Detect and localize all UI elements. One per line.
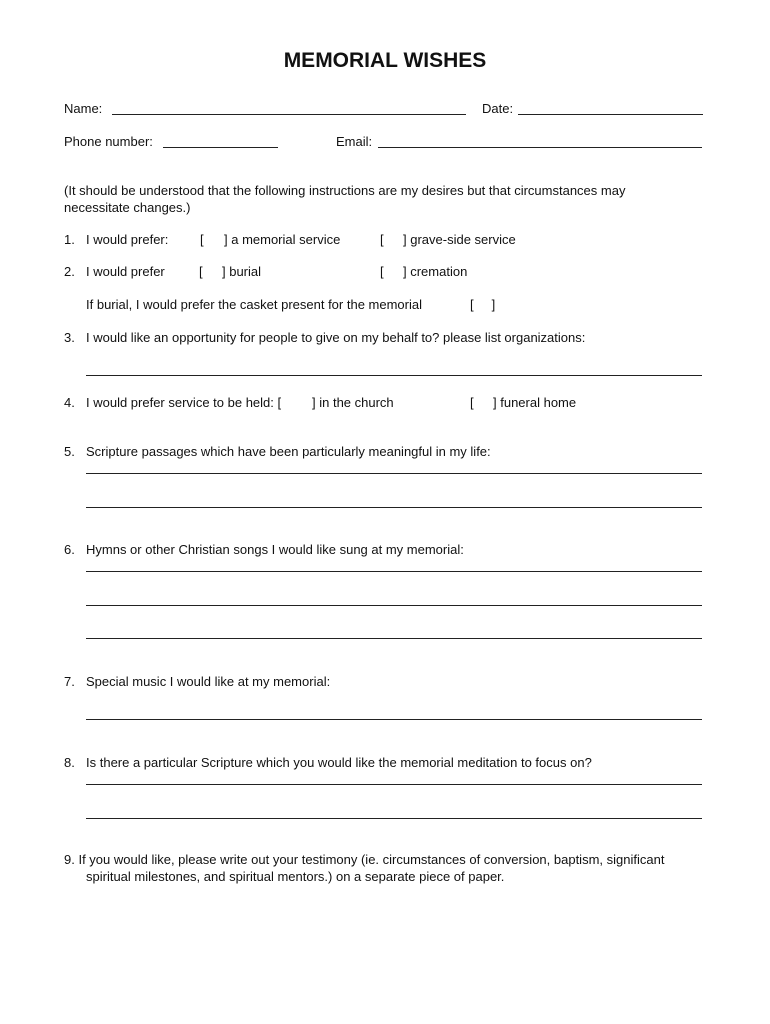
q4-option-funeral-home: ] funeral home [493, 395, 577, 410]
q4-checkbox-funeral-home[interactable]: [ [470, 395, 474, 410]
q6-answer-line[interactable] [86, 638, 702, 639]
email-label: Email: [336, 134, 373, 149]
q1-checkbox-memorial[interactable]: [ [200, 232, 204, 247]
q6-number: 6. [64, 542, 75, 557]
date-label: Date: [482, 101, 514, 116]
q3-number: 3. [64, 330, 75, 345]
q2-casket-checkbox[interactable]: [ ] [470, 297, 496, 312]
page-title: MEMORIAL WISHES [283, 49, 487, 72]
phone-field[interactable] [163, 147, 278, 148]
q2-text: I would prefer [86, 264, 165, 279]
q9-text-line1: 9. If you would like, please write out your testimony (ie. circumstances of conversion, baptism, significant [64, 852, 665, 867]
q6-text: Hymns or other Christian songs I would like sung at my memorial: [86, 542, 464, 557]
q6-answer-line[interactable] [86, 605, 702, 606]
q8-text: Is there a particular Scripture which you would like the memorial meditation to focus on? [86, 755, 592, 770]
q2-option-cremation: ] cremation [403, 264, 468, 279]
q4-number: 4. [64, 395, 75, 410]
q7-text: Special music I would like at my memorial: [86, 674, 331, 689]
q2-option-burial: ] burial [222, 264, 262, 279]
q2-number: 2. [64, 264, 75, 279]
q5-answer-line[interactable] [86, 473, 702, 474]
intro-note: (It should be understood that the following instructions are my desires but that circumstances may necessitate changes.) [64, 183, 626, 215]
q5-number: 5. [64, 444, 75, 459]
q1-option-memorial: ] a memorial service [224, 232, 341, 247]
q1-number: 1. [64, 232, 75, 247]
q7-answer-line[interactable] [86, 719, 702, 720]
date-field[interactable] [518, 114, 703, 115]
q1-option-graveside: ] grave-side service [403, 232, 516, 247]
q7-number: 7. [64, 674, 75, 689]
q2-checkbox-burial[interactable]: [ [199, 264, 203, 279]
q1-text: I would prefer: [86, 232, 169, 247]
q2-casket-text: If burial, I would prefer the casket present for the memorial [86, 297, 422, 312]
q1-checkbox-graveside[interactable]: [ [380, 232, 384, 247]
name-field[interactable] [112, 114, 466, 115]
q5-text: Scripture passages which have been particularly meaningful in my life: [86, 444, 491, 459]
name-label: Name: [64, 101, 103, 116]
email-field[interactable] [378, 147, 702, 148]
q4-option-church: ] in the church [312, 395, 394, 410]
q2-checkbox-cremation[interactable]: [ [380, 264, 384, 279]
q8-answer-line[interactable] [86, 818, 702, 819]
phone-label: Phone number: [64, 134, 153, 149]
q8-number: 8. [64, 755, 75, 770]
q3-text: I would like an opportunity for people to give on my behalf to? please list organizations: [86, 330, 586, 345]
q3-answer-line[interactable] [86, 375, 702, 376]
q6-answer-line[interactable] [86, 571, 702, 572]
q4-text: I would prefer service to be held: [ [86, 395, 282, 410]
q9-text-line2: spiritual milestones, and spiritual mentors.) on a separate piece of paper. [86, 869, 505, 884]
q5-answer-line[interactable] [86, 507, 702, 508]
q8-answer-line[interactable] [86, 784, 702, 785]
